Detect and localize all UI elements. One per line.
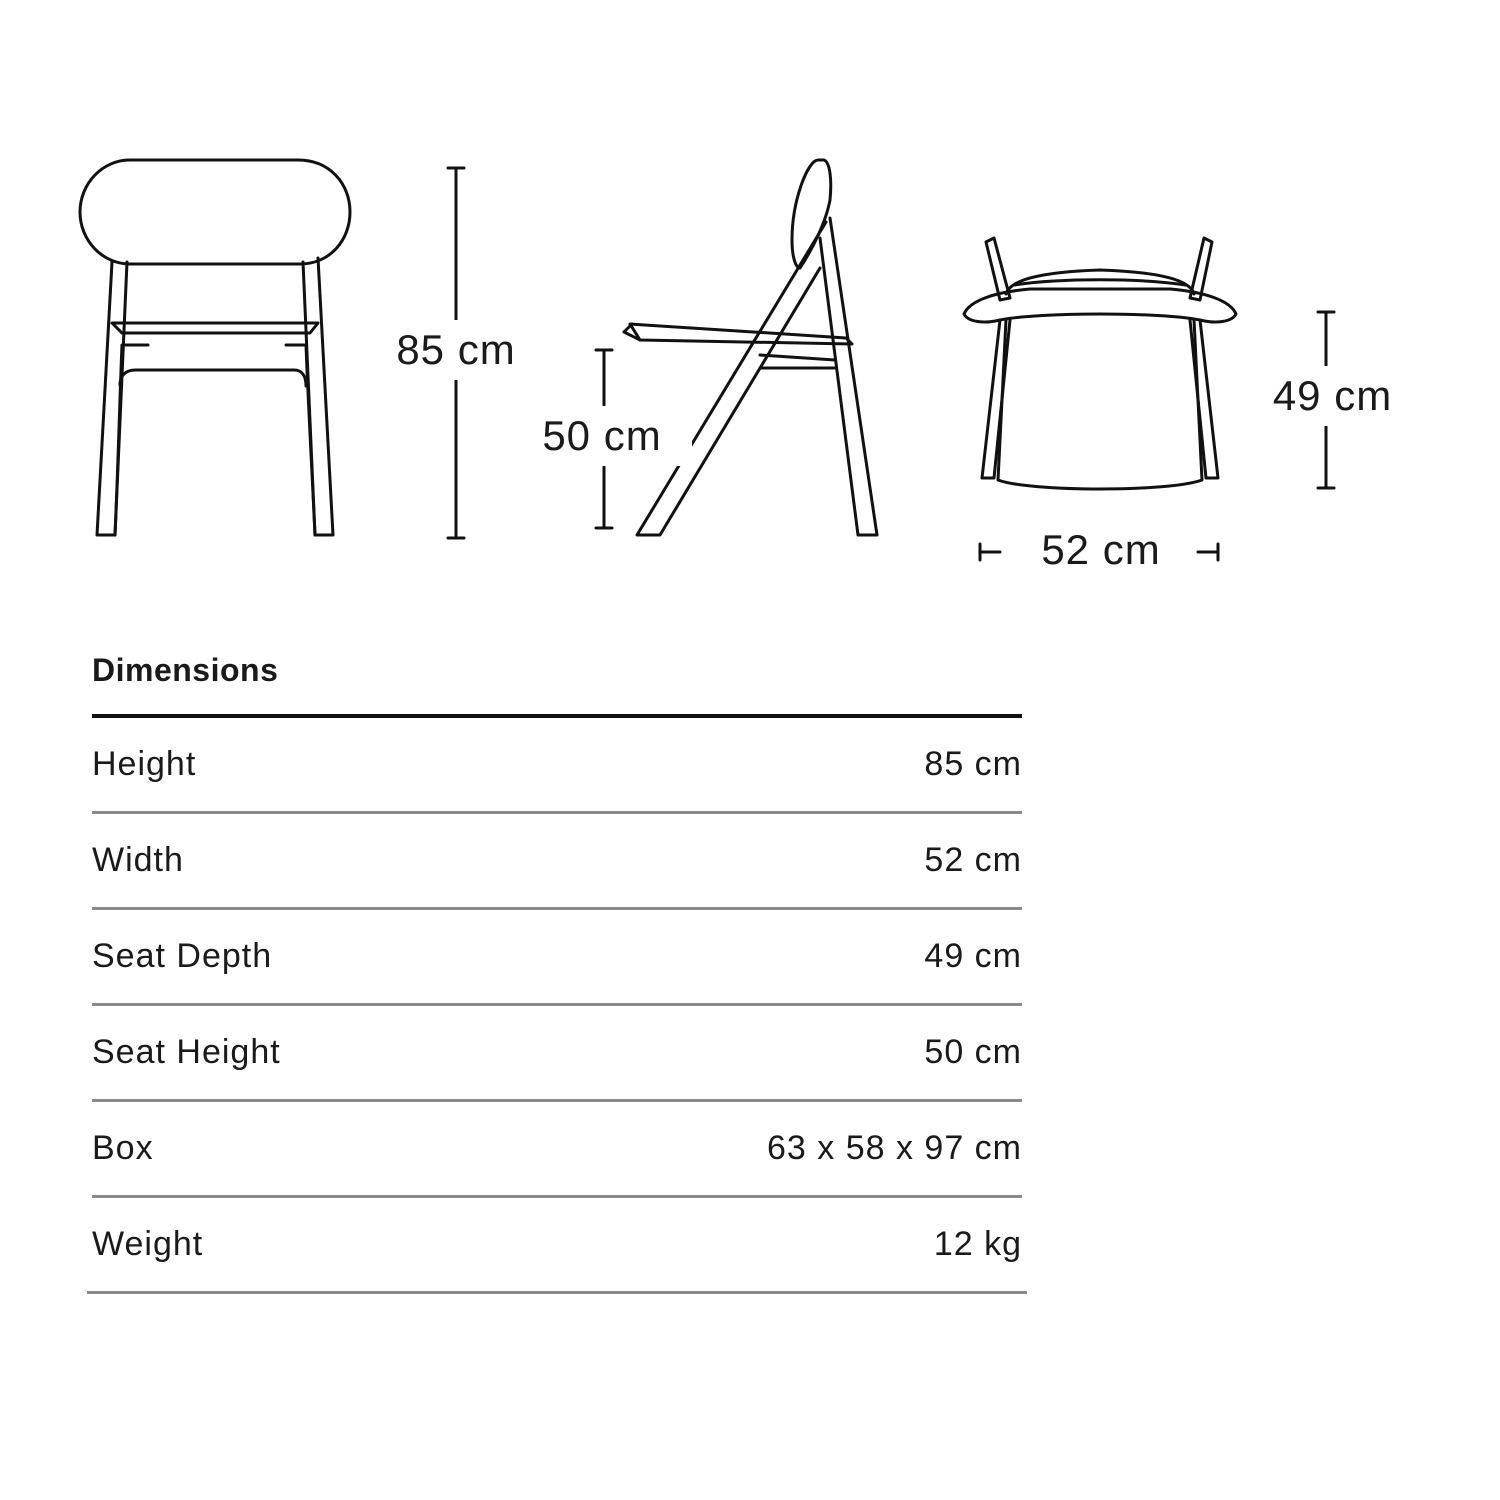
dimension-value: 49 cm: [924, 937, 1022, 975]
seat-depth-dimension-label: 49 cm: [1240, 366, 1425, 426]
dimension-value: 12 kg: [933, 1225, 1022, 1263]
dimension-label: Height: [92, 745, 197, 783]
dimension-label: Width: [92, 841, 184, 879]
dimension-label: Seat Depth: [92, 937, 273, 975]
dimensions-title: Dimensions: [92, 652, 279, 688]
chair-side-view: [624, 160, 877, 535]
chair-technical-drawing: [0, 0, 1500, 620]
dimensions-table: [92, 640, 1022, 1294]
dimension-row-seat-height: [92, 1006, 1022, 1102]
dimension-row-width: [92, 814, 1022, 910]
seat-height-dimension-label: 50 cm: [512, 406, 692, 466]
dimension-value: 50 cm: [924, 1033, 1022, 1071]
height-dimension-label: 85 cm: [366, 320, 546, 380]
dimension-value: 85 cm: [924, 745, 1022, 783]
width-dimension-label: 52 cm: [1006, 520, 1196, 580]
chair-front-view: [80, 160, 350, 535]
dimension-label: Weight: [92, 1225, 204, 1263]
dimension-row-weight: [87, 1198, 1027, 1294]
dimension-label: Box: [92, 1129, 154, 1167]
dimension-value: 52 cm: [924, 841, 1022, 879]
dimension-row-seat-depth: [92, 910, 1022, 1006]
dimension-row-box: [92, 1102, 1022, 1198]
dimension-label: Seat Height: [92, 1033, 281, 1071]
dimension-value: 63 x 58 x 97 cm: [766, 1129, 1022, 1167]
dimension-row-height: [92, 718, 1022, 814]
chair-top-view: [964, 238, 1236, 489]
